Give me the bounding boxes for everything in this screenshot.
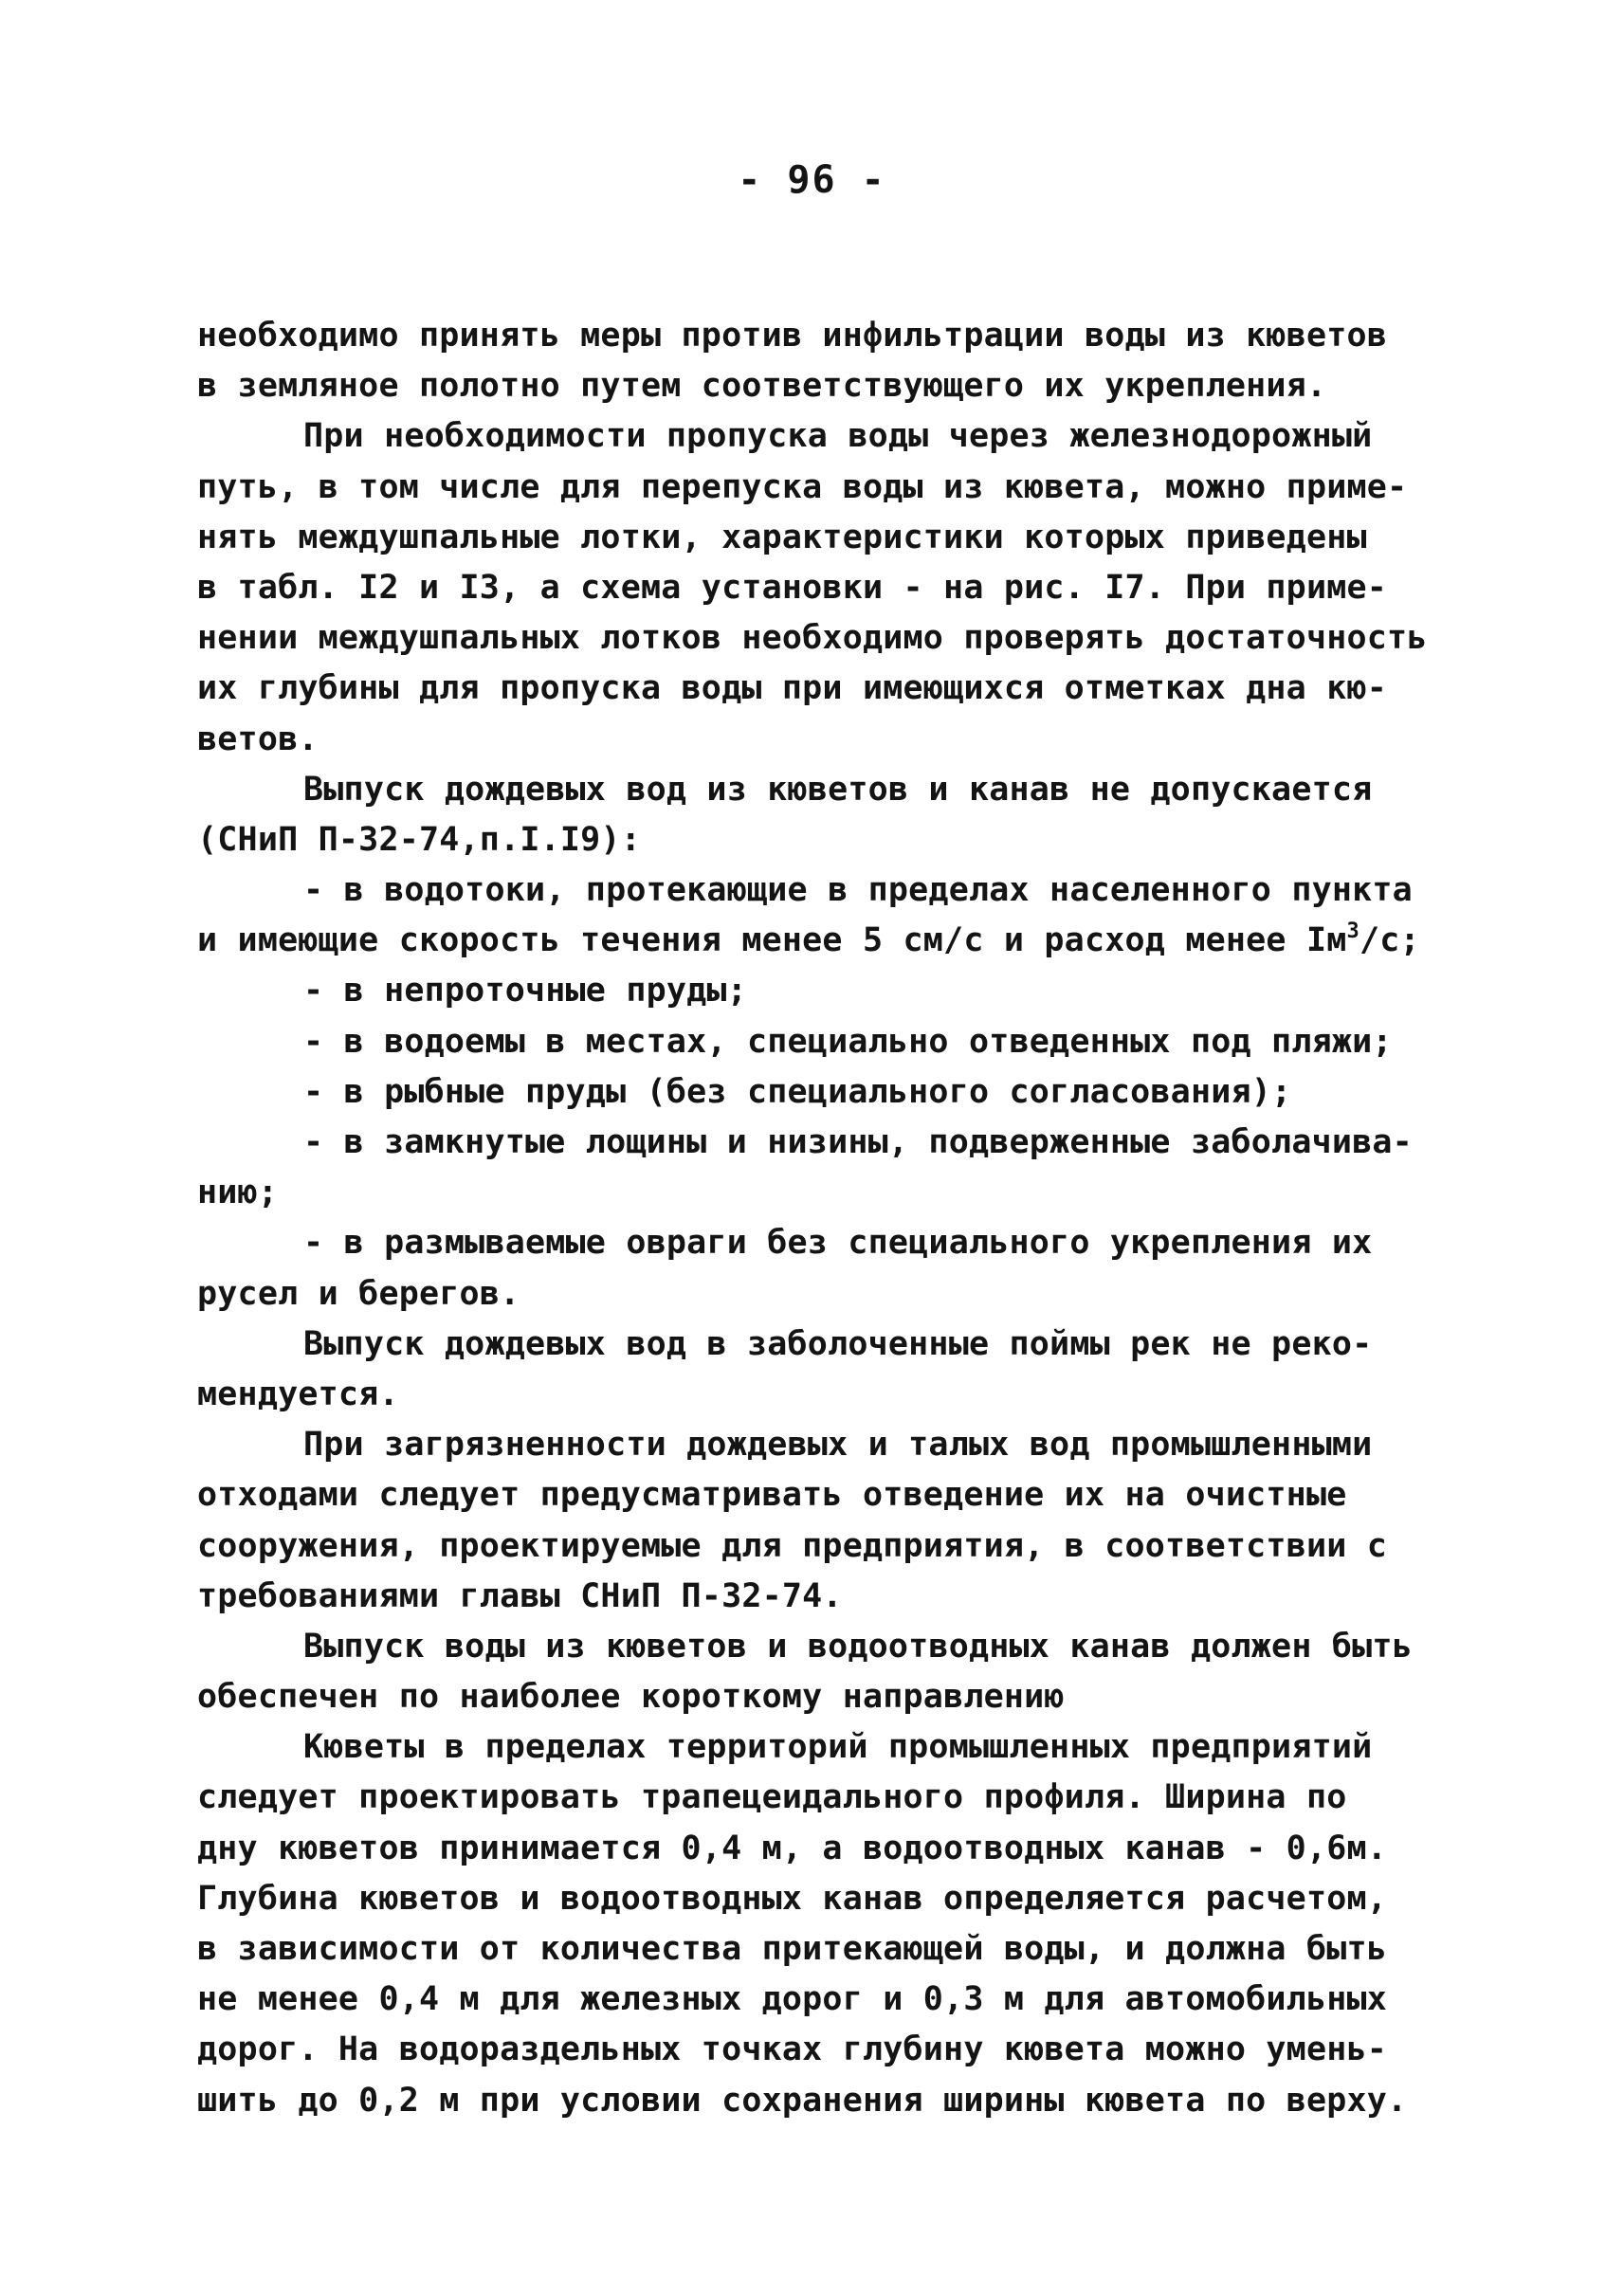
text-line bbox=[197, 2025, 1487, 2075]
text-line-content: Выпуск воды из кюветов и водоотводных канав должен быть bbox=[303, 1627, 1413, 1666]
text-line bbox=[197, 765, 1487, 815]
text-line-content: дорог. На водораздельных точках глубину кювета можно умень- bbox=[197, 2030, 1388, 2069]
text-line bbox=[197, 1521, 1487, 1572]
text-line bbox=[197, 1168, 1487, 1218]
text-line bbox=[197, 311, 1487, 361]
text-line-content: Кюветы в пределах территорий промышленных предприятий bbox=[303, 1728, 1373, 1767]
superscript-exponent: 3 bbox=[1346, 919, 1359, 944]
text-line-content: - в размываемые овраги без специального укрепления их bbox=[303, 1224, 1373, 1263]
text-line-content: требованиями главы СНиП П-32-74. bbox=[197, 1576, 843, 1615]
text-line bbox=[197, 1218, 1487, 1268]
text-line bbox=[197, 1773, 1487, 1823]
text-line bbox=[197, 1017, 1487, 1067]
text-line bbox=[197, 865, 1487, 916]
text-line bbox=[197, 1470, 1487, 1520]
text-line-content: - в рыбные пруды (без специального согласования); bbox=[303, 1072, 1292, 1111]
text-line-content: дну кюветов принимается 0,4 м, а водоотводных канав - 0,6м. bbox=[197, 1829, 1388, 1867]
text-line bbox=[197, 513, 1487, 563]
text-line-suffix: /с; bbox=[1359, 921, 1420, 960]
text-line bbox=[197, 563, 1487, 613]
text-line bbox=[197, 411, 1487, 462]
text-line-content: не менее 0,4 м для железных дорог и 0,3 м для автомобильных bbox=[197, 1980, 1388, 2019]
text-line bbox=[197, 664, 1487, 714]
text-line-content: необходимо принять меры против инфильтрации воды из кюветов bbox=[197, 317, 1388, 355]
text-line bbox=[197, 1975, 1487, 2025]
body-text bbox=[197, 311, 1487, 2126]
text-line bbox=[197, 1572, 1487, 1622]
text-line bbox=[197, 1320, 1487, 1370]
text-line-content: нять междушпальные лотки, характеристики которых приведены bbox=[197, 518, 1367, 556]
text-line-content: обеспечен по наиболее короткому направлению bbox=[197, 1678, 1065, 1717]
text-line bbox=[197, 1672, 1487, 1722]
text-line bbox=[197, 1118, 1487, 1168]
text-line bbox=[197, 1420, 1487, 1470]
text-line-content: При загрязненности дождевых и талых вод промышленными bbox=[303, 1426, 1373, 1465]
text-line bbox=[197, 966, 1487, 1016]
text-line-content: - в водотоки, протекающие в пределах населенного пункта bbox=[303, 871, 1413, 910]
text-line-content: Глубина кюветов и водоотводных канав определяется расчетом, bbox=[197, 1879, 1388, 1918]
text-line-content: следует проектировать трапецеидального профиля. Ширина по bbox=[197, 1778, 1347, 1817]
text-line-content: - в замкнутые лощины и низины, подверженные заболачива- bbox=[303, 1123, 1413, 1161]
text-line-content: шить до 0,2 м при условии сохранения ширины кювета по верху. bbox=[197, 2081, 1408, 2120]
text-line-content: (СНиП П-32-74,п.I.I9): bbox=[197, 820, 641, 859]
text-line bbox=[197, 1874, 1487, 1924]
text-line bbox=[197, 613, 1487, 664]
text-line-content: в табл. I2 и I3, а схема установки - на рис. I7. При приме- bbox=[197, 568, 1388, 607]
text-line-content: Выпуск дождевых вод в заболоченные поймы рек не реко- bbox=[303, 1324, 1373, 1363]
text-line bbox=[197, 815, 1487, 865]
text-line-content: в зависимости от количества притекающей воды, и должна быть bbox=[197, 1930, 1388, 1968]
text-line-content: отходами следует предусматривать отведение их на очистные bbox=[197, 1476, 1347, 1515]
text-line-content: в земляное полотно путем соответствующего их укрепления. bbox=[197, 367, 1327, 406]
text-line-content: - в непроточные пруды; bbox=[303, 972, 747, 1010]
text-line bbox=[197, 916, 1487, 966]
text-line-content: сооружения, проектируемые для предприятия, в соответствии с bbox=[197, 1526, 1388, 1565]
text-line bbox=[197, 1622, 1487, 1672]
text-line bbox=[197, 463, 1487, 513]
text-line-content: путь, в том числе для перепуска воды из кювета, можно приме- bbox=[197, 467, 1408, 506]
text-line-content: русел и берегов. bbox=[197, 1274, 520, 1313]
text-line bbox=[197, 1722, 1487, 1773]
text-line-content: нию; bbox=[197, 1174, 279, 1212]
text-line bbox=[197, 1824, 1487, 1874]
text-line-content: При необходимости пропуска воды через железнодорожный bbox=[303, 417, 1373, 456]
text-line bbox=[197, 1269, 1487, 1320]
text-line-content: мендуется. bbox=[197, 1375, 399, 1413]
text-line-content: Выпуск дождевых вод из кюветов и канав не допускается bbox=[303, 770, 1373, 809]
text-line bbox=[197, 715, 1487, 765]
text-line-content: их глубины для пропуска воды при имеющихся отметках дна кю- bbox=[197, 669, 1388, 708]
text-line bbox=[197, 361, 1487, 411]
text-line bbox=[197, 1370, 1487, 1420]
text-line-content: - в водоемы в местах, специально отведенных под пляжи; bbox=[303, 1022, 1393, 1061]
page-number: - 96 - bbox=[738, 158, 886, 202]
text-line bbox=[197, 2076, 1487, 2126]
text-line-content: и имеющие скорость течения менее 5 см/с и расход менее Iм bbox=[197, 921, 1347, 960]
text-line bbox=[197, 1924, 1487, 1975]
text-line-content: нении междушпальных лотков необходимо проверять достаточность bbox=[197, 619, 1428, 658]
text-line-content: ветов. bbox=[197, 719, 319, 758]
text-line bbox=[197, 1067, 1487, 1118]
